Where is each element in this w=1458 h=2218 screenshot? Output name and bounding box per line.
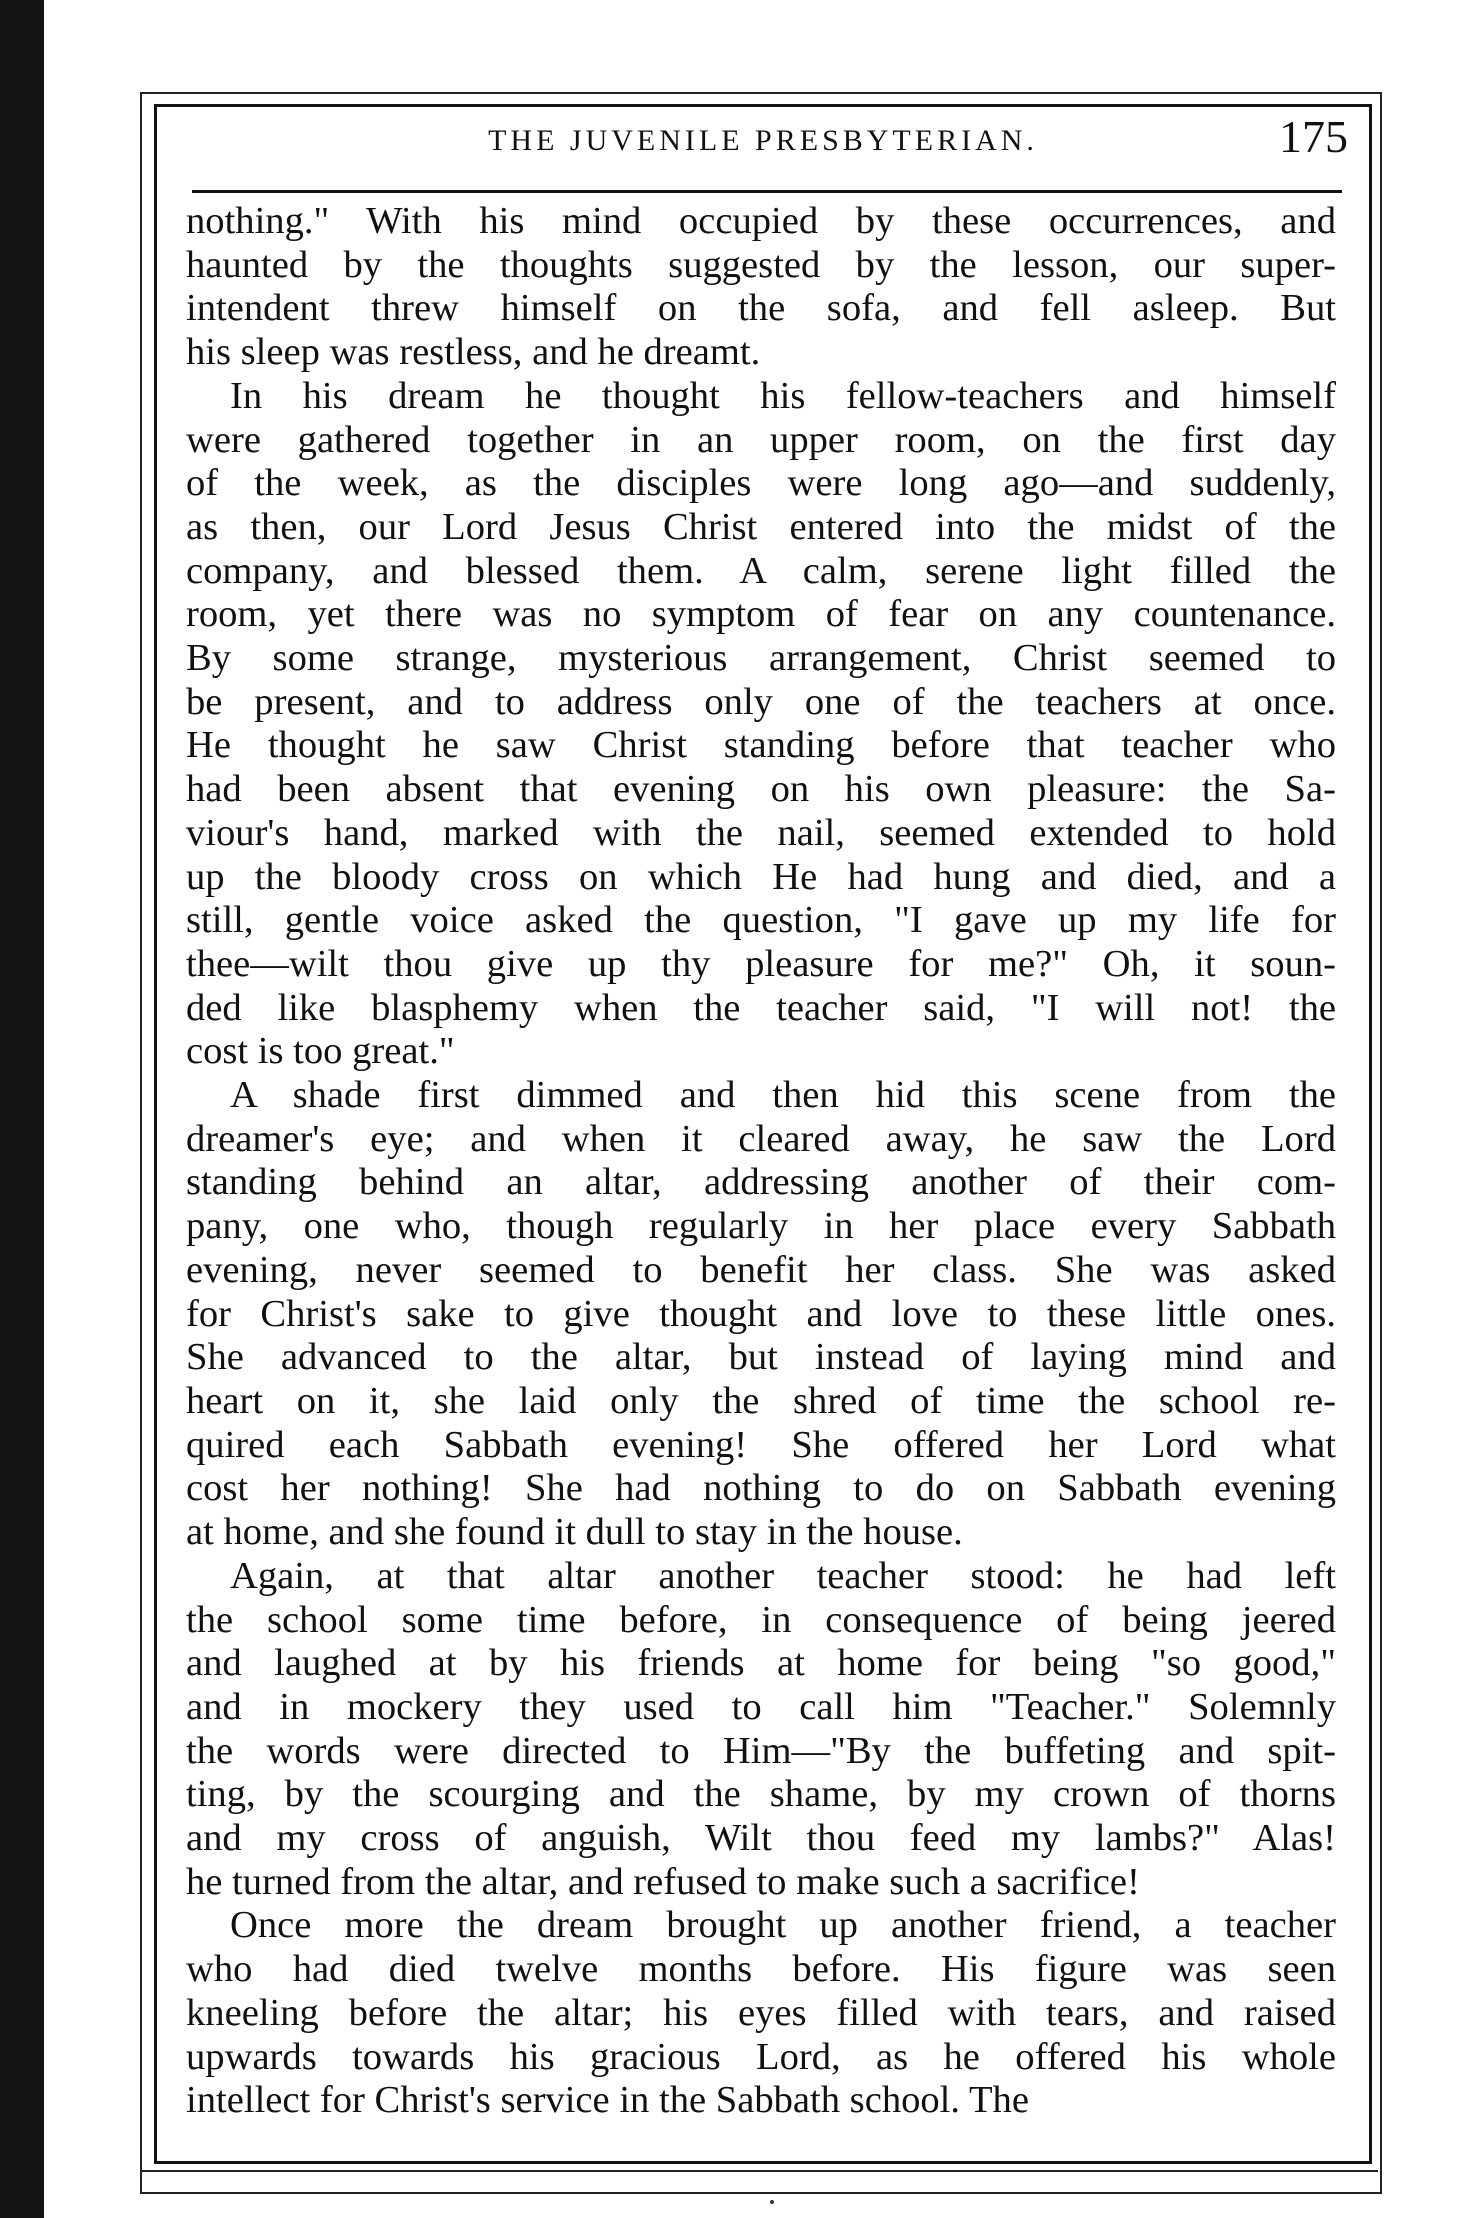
text-line: he turned from the altar, and refused to make such a sacrifice! (186, 1860, 1140, 1903)
text-line: He thought he saw Christ standing before that teacher who (186, 724, 1336, 767)
text-line: intendent threw himself on the sofa, and fell asleep. But (186, 287, 1336, 330)
text-line: Again, at that altar another teacher stood: he had left (230, 1554, 1336, 1597)
running-header (178, 108, 1348, 188)
text-line: the words were directed to Him—"By the buffeting and spit- (186, 1729, 1336, 1772)
text-line: for Christ's sake to give thought and love to these little ones. (186, 1292, 1336, 1335)
text-line: intellect for Christ's service in the Sabbath school. The (186, 2079, 1029, 2122)
text-line: were gathered together in an upper room, on the first day (186, 418, 1336, 461)
text-line: and in mockery they used to call him "Teacher." Solemnly (186, 1685, 1336, 1728)
text-line: nothing." With his mind occupied by these occurrences, and (186, 200, 1336, 242)
text-line: pany, one who, though regularly in her place every Sabbath (186, 1205, 1336, 1248)
text-line: still, gentle voice asked the question, "I gave up my life for (186, 899, 1336, 942)
text-line: In his dream he thought his fellow-teachers and himself (230, 374, 1336, 417)
text-line: quired each Sabbath evening! She offered her Lord what (186, 1423, 1336, 1466)
text-line: heart on it, she laid only the shred of time the school re- (186, 1379, 1336, 1422)
paragraph (186, 1555, 1336, 1905)
text-line: had been absent that evening on his own pleasure: the Sa- (186, 768, 1336, 811)
text-line: Once more the dream brought up another friend, a teacher (230, 1904, 1336, 1947)
text-line: at home, and she found it dull to stay in the house. (186, 1511, 963, 1554)
text-line: evening, never seemed to benefit her class. She was asked (186, 1248, 1336, 1291)
book-spine-shadow (0, 0, 44, 2218)
print-speck (770, 2200, 774, 2204)
text-line: be present, and to address only one of the teachers at once. (186, 680, 1336, 723)
text-line: and laughed at by his friends at home for being "so good," (186, 1642, 1336, 1685)
text-line: of the week, as the disciples were long ago—and suddenly, (186, 462, 1336, 505)
text-line: cost her nothing! She had nothing to do on Sabbath evening (186, 1467, 1336, 1510)
text-line: ting, by the scourging and the shame, by my crown of thorns (186, 1773, 1336, 1816)
paragraph (186, 375, 1336, 1074)
paragraph (186, 1904, 1336, 2123)
text-line: By some strange, mysterious arrangement, Christ seemed to (186, 637, 1336, 680)
text-line: upwards towards his gracious Lord, as he offered his whole (186, 2035, 1336, 2078)
text-line: the school some time before, in consequence of being jeered (186, 1598, 1336, 1641)
text-line: She advanced to the altar, but instead of laying mind and (186, 1336, 1336, 1379)
text-line: haunted by the thoughts suggested by the lesson, our super- (186, 243, 1336, 286)
text-line: viour's hand, marked with the nail, seemed extended to hold (186, 811, 1336, 854)
text-line: as then, our Lord Jesus Christ entered into the midst of the (186, 505, 1336, 548)
text-line: cost is too great." (186, 1030, 455, 1073)
text-line: ded like blasphemy when the teacher said, "I will not! the (186, 986, 1336, 1029)
text-line: company, and blessed them. A calm, serene light filled the (186, 549, 1336, 592)
text-line: and my cross of anguish, Wilt thou feed my lambs?" Alas! (186, 1817, 1336, 1860)
text-line: A shade first dimmed and then hid this scene from the (230, 1074, 1336, 1117)
running-title: THE JUVENILE PRESBYTERIAN. (488, 124, 1038, 157)
text-line: up the bloody cross on which He had hung and died, and a (186, 855, 1336, 898)
paragraph (186, 200, 1336, 375)
text-line: standing behind an altar, addressing another of their com- (186, 1161, 1336, 1204)
page-number: 175 (1279, 111, 1348, 162)
article-body (186, 200, 1336, 2120)
text-line: room, yet there was no symptom of fear on any countenance. (186, 593, 1336, 636)
text-line: kneeling before the altar; his eyes filled with tears, and raised (186, 1991, 1336, 2034)
text-line: dreamer's eye; and when it cleared away, he saw the Lord (186, 1117, 1336, 1160)
text-line: thee—wilt thou give up thy pleasure for me?" Oh, it soun- (186, 942, 1336, 985)
page-border-bottom-rule (140, 2170, 1378, 2172)
header-rule (192, 190, 1342, 193)
text-line: who had died twelve months before. His figure was seen (186, 1948, 1336, 1991)
text-line: his sleep was restless, and he dreamt. (186, 331, 761, 374)
paragraph (186, 1074, 1336, 1555)
